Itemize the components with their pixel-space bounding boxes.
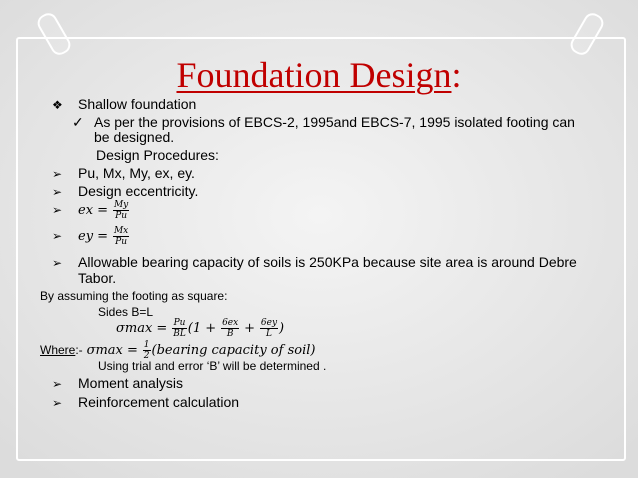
slide-title: [0, 55, 638, 95]
fraction-numerator: 6ex: [222, 318, 239, 328]
where-label: Where: [40, 343, 76, 358]
bullet-ex-formula: [52, 200, 130, 221]
bullet-ey-formula: [52, 226, 130, 247]
fraction-numerator: 1: [143, 340, 150, 350]
bullet-text: Pu, Mx, My, ex, ey.: [78, 165, 195, 181]
fraction: [113, 226, 129, 247]
formula-lhs: σmax =: [86, 343, 138, 359]
where-separator: :-: [75, 343, 83, 358]
fraction-denominator: Pu: [115, 211, 128, 221]
arrow-bullet-icon: ➢: [52, 256, 63, 270]
bullet-shallow-foundation: [52, 96, 196, 114]
arrow-bullet-icon: ➢: [52, 396, 63, 410]
arrow-bullet-icon: ➢: [52, 167, 63, 181]
bullet-text: Allowable bearing capacity of soils is 250KPa because site area is around Debre: [78, 254, 577, 270]
trial-error-text: [98, 358, 326, 375]
bullet-text: Shallow foundation: [78, 96, 197, 112]
formula-part: (1 +: [187, 321, 217, 337]
title-colon: :: [451, 55, 462, 95]
fraction-denominator: B: [226, 329, 234, 339]
fraction-denominator: Pu: [115, 237, 128, 247]
plain-text: Sides B=L: [98, 305, 154, 319]
bullet-text: Design eccentricity.: [78, 183, 199, 199]
arrow-bullet-icon: ➢: [52, 185, 63, 199]
plain-text: Using trial and error ‘B’ will be determined .: [98, 359, 327, 373]
fraction-denominator: L: [265, 329, 272, 339]
checkmark-bullet-icon: ✓: [72, 114, 84, 130]
plain-text: By assuming the footing as square:: [40, 289, 228, 303]
design-procedures-heading: [96, 147, 219, 164]
fraction: [172, 318, 187, 339]
formula-part: (bearing capacity of soil): [151, 343, 316, 359]
bullet-text: be designed.: [94, 129, 175, 145]
formula-lhs: σmax =: [116, 321, 168, 337]
fraction-numerator: Mx: [113, 226, 129, 236]
heading-text: Design Procedures:: [96, 147, 219, 163]
fraction-denominator: 2: [143, 351, 150, 361]
bullet-reinforcement: [52, 394, 239, 412]
formula-part: ): [279, 321, 285, 337]
assumption-text: [40, 288, 227, 305]
formula-lhs: ey =: [78, 229, 109, 245]
fraction: [221, 318, 239, 339]
bullet-moment-analysis: [52, 375, 183, 393]
arrow-bullet-icon: ➢: [52, 229, 63, 244]
fraction-numerator: My: [113, 200, 129, 210]
fraction: [260, 318, 278, 339]
formula-lhs: ex =: [78, 203, 109, 219]
sigma-max-formula: [116, 318, 284, 339]
sub-bullet-provisions-cont: [94, 129, 174, 146]
fraction-numerator: 6ey: [260, 318, 278, 328]
diamond-bullet-icon: ❖: [52, 98, 63, 112]
bullet-text: Reinforcement calculation: [78, 394, 240, 410]
fraction-numerator: Pu: [173, 318, 186, 328]
arrow-bullet-icon: ➢: [52, 203, 63, 218]
formula-part: +: [244, 321, 255, 337]
title-text: Foundation Design: [176, 55, 452, 95]
bullet-eccentricity: [52, 183, 198, 201]
arrow-bullet-icon: ➢: [52, 377, 63, 391]
fraction-denominator: BL: [173, 329, 186, 339]
bullet-text: Moment analysis: [78, 375, 184, 391]
bullet-text: As per the provisions of EBCS-2, 1995and EBCS-7, 1995 isolated footing can: [94, 114, 575, 130]
fraction: [113, 200, 129, 221]
bullet-loads: [52, 165, 195, 183]
bullet-allowable-bearing-cont: [78, 270, 116, 287]
bullet-allowable-bearing: [52, 254, 577, 272]
bullet-text: Tabor.: [78, 270, 117, 286]
